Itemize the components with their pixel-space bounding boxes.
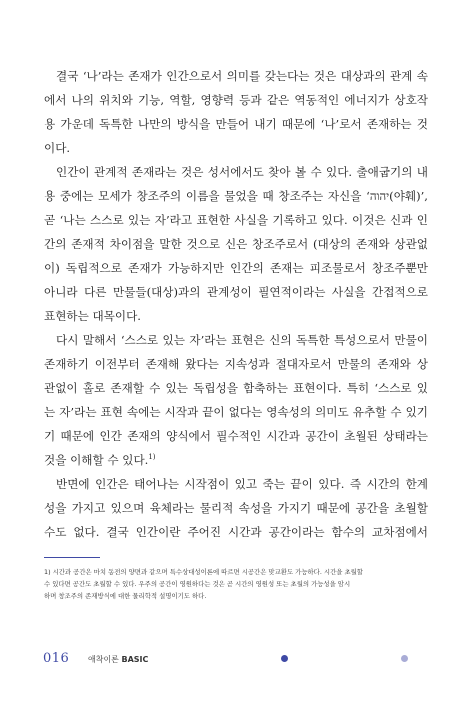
text-line-content: 것을 이해할 수 있다.: [44, 453, 149, 467]
text-line: [44, 400, 428, 424]
text-line-content: 반면에 인간은 태어나는 시작점이 있고 죽는 끝이 있다. 즉 시간의 한계: [56, 477, 428, 491]
text-line: [44, 496, 428, 520]
text-line: [44, 184, 428, 208]
text-line-content: 존재하기 이전부터 존재해 왔다는 지속성과 절대자로서 만물의 존재와 상: [44, 357, 428, 371]
text-line: [44, 232, 428, 256]
text-line-content: 아니라 다른 만물들(대상)과의 관계성이 필연적이라는 사실을 간접적으로: [44, 285, 428, 299]
text-line-content: 용 중에는 모세가 창조주의 이름을 물었을 때 창조주는 자신을 ‘יהוה(야훼)’,: [44, 189, 428, 203]
book-title-prefix: 애착이론: [88, 655, 122, 664]
footnote-line: 하며 창조주의 존재방식에 대한 물리학적 설명이기도 하다.: [44, 592, 207, 600]
paragraph: [44, 472, 428, 544]
text-line: [44, 328, 428, 352]
text-line-content: 기 때문에 인간 존재의 양식에서 필수적인 시간과 공간이 초월된 상태라는: [44, 429, 428, 443]
text-line: [44, 136, 428, 160]
text-line-content: 이다.: [44, 141, 71, 155]
text-line: [44, 352, 428, 376]
paragraph: [44, 328, 428, 472]
text-line: [44, 256, 428, 280]
text-line-content: 이) 독립적으로 존재가 가능하지만 인간의 존재는 피조물로서 창조주뿐만: [44, 261, 428, 275]
text-line-content: 용 가운데 독특한 나만의 방식을 만들어 내기 때문에 ‘나’로서 존재하는 것: [44, 117, 428, 131]
text-line-content: 표현하는 대목이다.: [44, 309, 141, 323]
text-line-content: 곧 ‘나는 스스로 있는 자’라고 표현한 사실을 기록하고 있다. 이것은 신과 인: [44, 213, 428, 227]
text-line-content: 수도 없다. 결국 인간이란 주어진 시간과 공간이라는 함수의 교차점에서: [44, 525, 428, 539]
text-line-content: 간의 존재적 차이점을 말한 것으로 신은 창조주로서 (대상의 존재와 상관없: [44, 237, 428, 251]
footnote: [44, 566, 430, 602]
book-title-suffix: BASIC: [121, 655, 149, 664]
text-line-content: 다시 말해서 ‘스스로 있는 자’라는 표현은 신의 독특한 특성으로서 만물이: [56, 333, 428, 347]
text-line: [44, 520, 428, 544]
footnote-line: 1) 시간과 공간은 마치 동전의 양면과 같으며 특수상대성이론에 따르면 시공간은 맞교환도 가능하다. 시간을 초월할: [44, 568, 363, 576]
text-line: [44, 424, 428, 448]
text-line-content: 결국 ‘나’라는 존재가 인간으로서 의미를 갖는다는 것은 대상과의 관계 속: [56, 69, 428, 83]
footnote-divider: [44, 557, 100, 558]
text-line: [44, 112, 428, 136]
text-line: [44, 160, 428, 184]
text-line: [44, 64, 428, 88]
text-line: [44, 448, 428, 472]
text-line: [44, 376, 428, 400]
text-line: [44, 88, 428, 112]
text-line: [44, 208, 428, 232]
text-line-content: 성을 가지고 있으며 육체라는 물리적 속성을 가지기 때문에 공간을 초월할: [44, 501, 428, 515]
text-line-content: 관없이 홀로 존재할 수 있는 독립성을 함축하는 표현이다. 특히 ‘스스로 있: [44, 381, 428, 395]
body-text: [44, 64, 428, 544]
footnote-line: 수 있다면 공간도 초월할 수 있다. 우주의 공간이 영원하다는 것은 곧 시간의 영원성 또는 초월의 가능성을 암시: [44, 580, 351, 588]
paragraph: [44, 160, 428, 328]
text-line: [44, 304, 428, 328]
text-line: [44, 280, 428, 304]
text-line-content: 에서 나의 위치와 기능, 역할, 영향력 등과 같은 역동적인 에너지가 상호작: [44, 93, 428, 107]
book-title: [88, 654, 148, 665]
paragraph: [44, 64, 428, 160]
footer-dot-dark: [281, 655, 288, 662]
page-number: 016: [43, 651, 70, 666]
footnote-marker[interactable]: 1): [148, 453, 156, 462]
text-line-content: 는 자’라는 표현 속에는 시작과 끝이 없다는 영속성의 의미도 유추할 수 있기: [44, 405, 428, 419]
footer-dot-light: [401, 655, 408, 662]
text-line-content: 인간이 관계적 존재라는 것은 성서에서도 찾아 볼 수 있다. 출애굽기의 내: [56, 165, 428, 179]
text-line: [44, 472, 428, 496]
